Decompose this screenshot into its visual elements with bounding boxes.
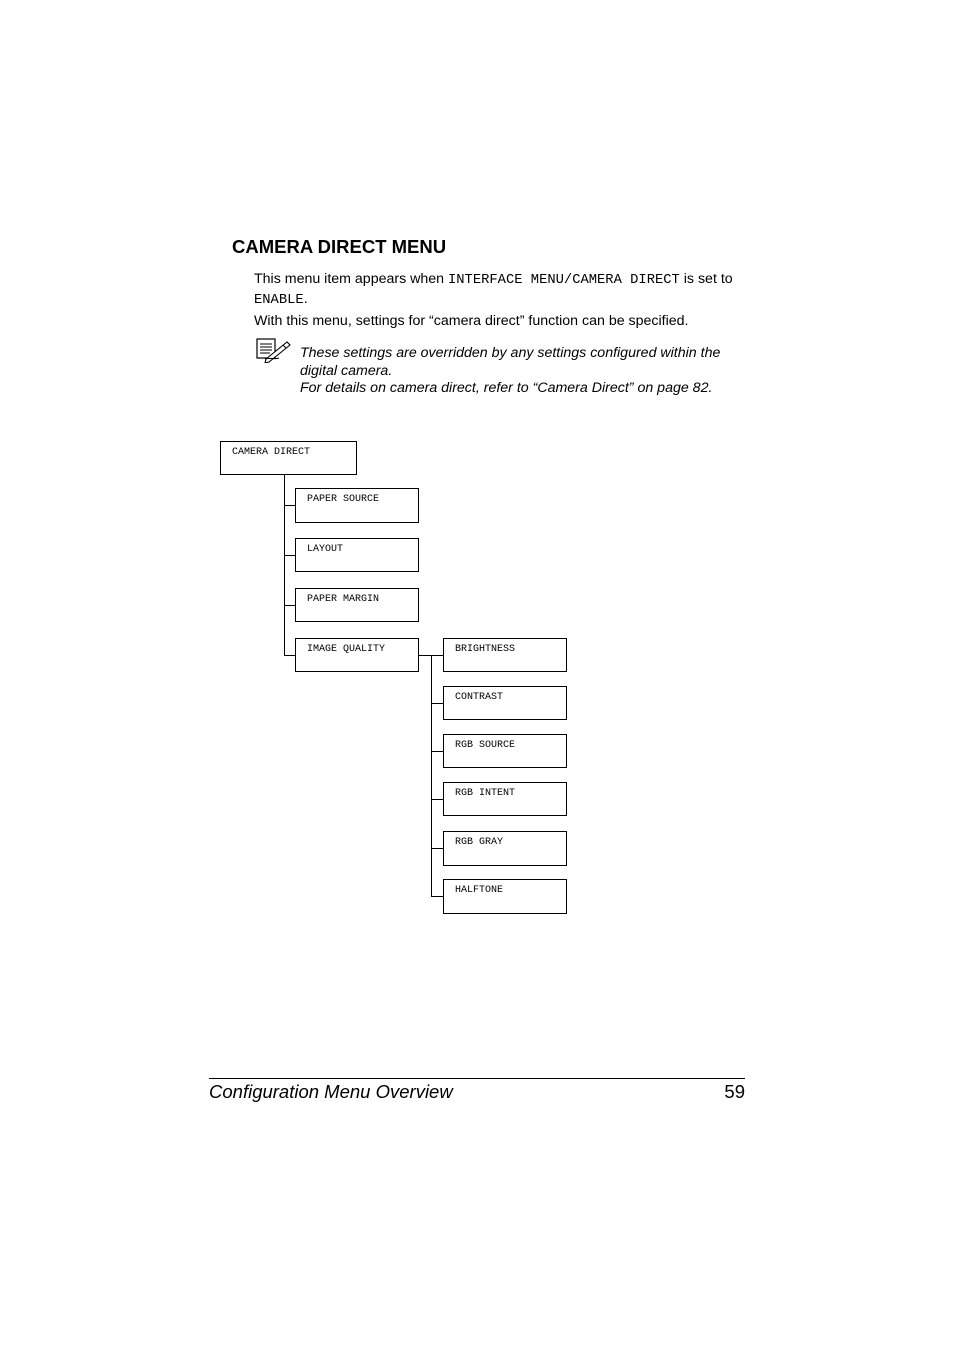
menu-item-paper-source: PAPER SOURCE [295, 488, 419, 523]
menu-item-rgb-intent: RGB INTENT [443, 782, 567, 816]
section-heading: CAMERA DIRECT MENU [232, 236, 447, 257]
menu-item-brightness: BRIGHTNESS [443, 638, 567, 672]
note-text [300, 345, 750, 398]
connector-line [284, 605, 295, 606]
intro-suffix: . [303, 291, 308, 307]
connector-line [284, 475, 285, 655]
menu-item-rgb-source: RGB SOURCE [443, 734, 567, 768]
setting-path: INTERFACE MENU/CAMERA DIRECT [448, 273, 680, 288]
note-pencil-icon [254, 337, 292, 363]
connector-line [284, 555, 295, 556]
connector-line [431, 703, 443, 704]
description-paragraph: With this menu, settings for “camera direct” function can be specified. [254, 313, 689, 329]
note-line-2: For details on camera direct, refer to “Camera Direct” on page 82. [300, 380, 713, 396]
footer-divider [209, 1078, 745, 1079]
connector-line [431, 751, 443, 752]
menu-item-layout: LAYOUT [295, 538, 419, 572]
menu-item-rgb-gray: RGB GRAY [443, 831, 567, 866]
menu-item-halftone: HALFTONE [443, 879, 567, 914]
connector-line [284, 655, 295, 656]
connector-line [284, 505, 295, 506]
setting-value: ENABLE [254, 293, 304, 308]
intro-paragraph [254, 270, 744, 310]
connector-line [431, 799, 443, 800]
page-number: 59 [724, 1081, 745, 1102]
menu-item-image-quality: IMAGE QUALITY [295, 638, 419, 672]
intro-middle: is set to [679, 271, 733, 287]
connector-line [431, 848, 443, 849]
note-line-1: These settings are overridden by any settings configured within the digital camera. [300, 345, 721, 379]
connector-line [431, 655, 432, 896]
footer-title: Configuration Menu Overview [209, 1081, 453, 1102]
menu-item-contrast: CONTRAST [443, 686, 567, 720]
connector-line [431, 896, 443, 897]
menu-root: CAMERA DIRECT [220, 441, 357, 475]
menu-item-paper-margin: PAPER MARGIN [295, 588, 419, 622]
intro-prefix: This menu item appears when [254, 271, 448, 287]
